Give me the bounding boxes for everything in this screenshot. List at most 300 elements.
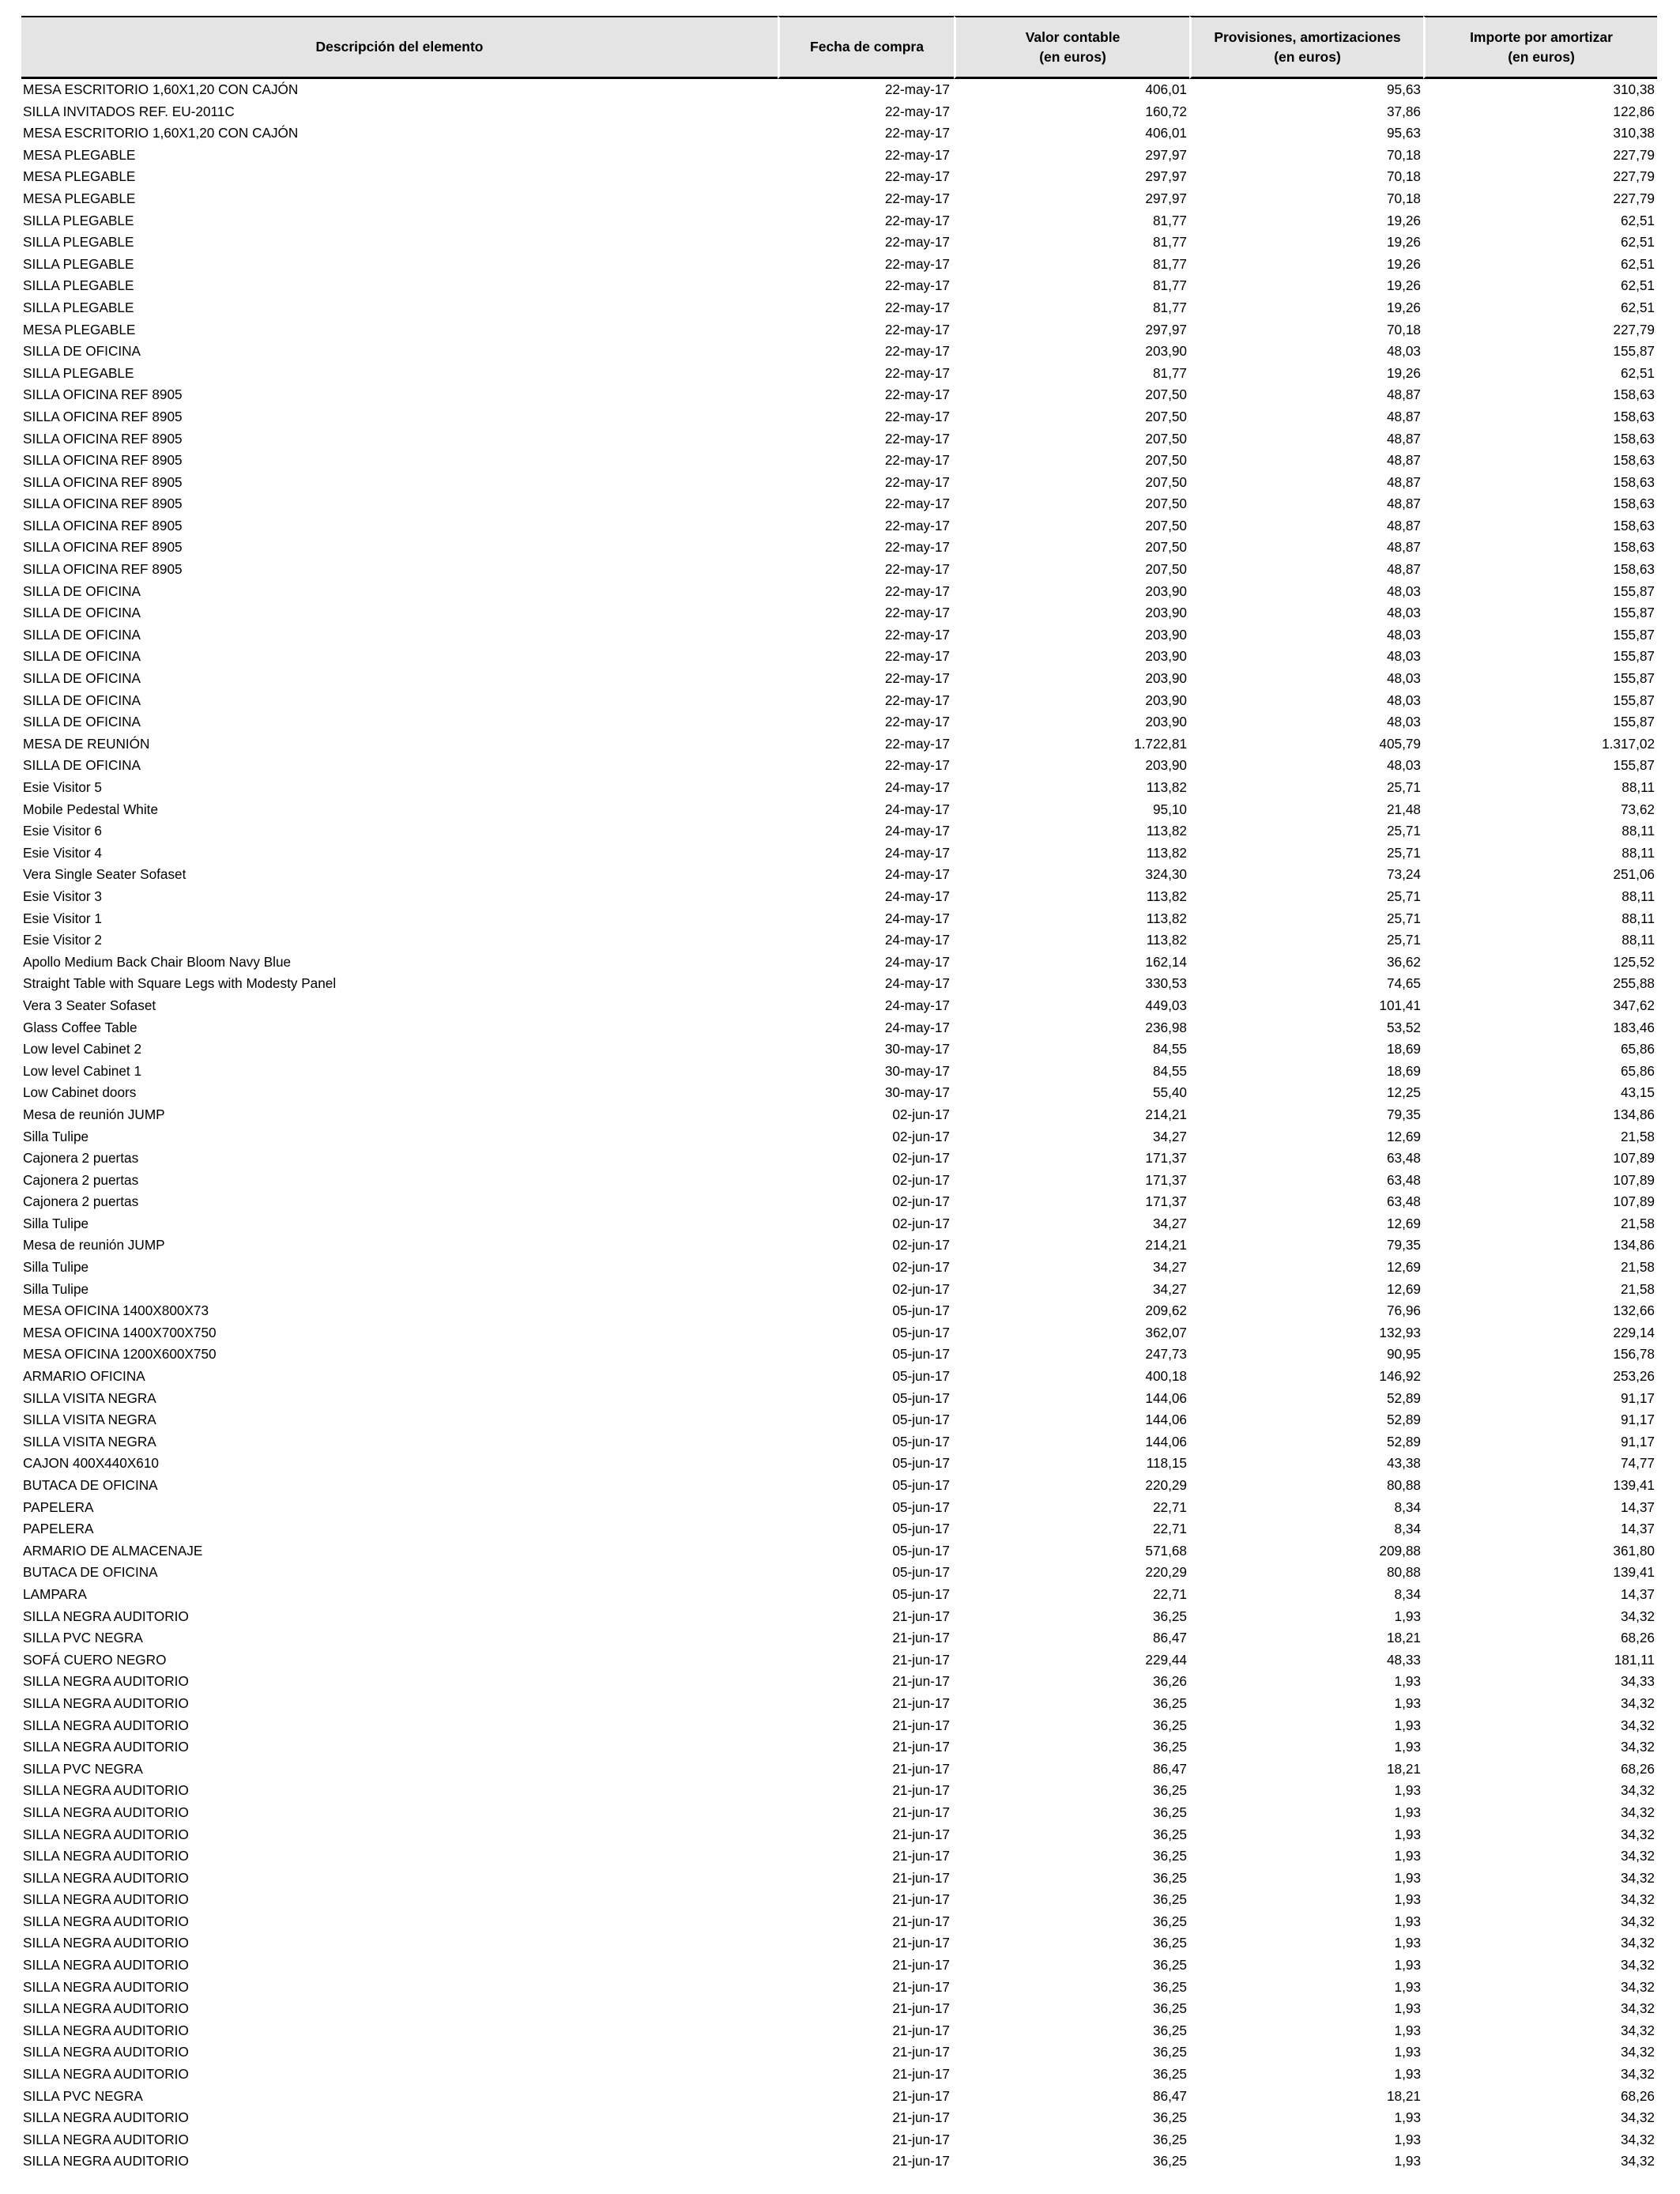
cell-amount-to-amortize: 88,11 [1622, 823, 1655, 839]
table-row [21, 1780, 1657, 1802]
cell-description: SILLA PVC NEGRA [23, 2087, 143, 2104]
cell-book-value: 209,62 [1145, 1302, 1187, 1319]
table-row [21, 232, 1657, 254]
cell-book-value: 220,29 [1145, 1477, 1187, 1493]
cell-provisions: 18,21 [1386, 1760, 1421, 1777]
table-row [21, 1170, 1657, 1192]
cell-purchase-date: 05-jun-17 [892, 1477, 950, 1493]
table-row [21, 1191, 1657, 1213]
cell-purchase-date: 22-may-17 [884, 670, 950, 687]
cell-description: CAJON 400X440X610 [23, 1455, 159, 1472]
cell-purchase-date: 05-jun-17 [892, 1542, 950, 1559]
cell-purchase-date: 24-may-17 [884, 801, 950, 817]
cell-purchase-date: 21-jun-17 [892, 1957, 950, 1973]
cell-amount-to-amortize: 74,77 [1620, 1455, 1655, 1472]
cell-purchase-date: 21-jun-17 [892, 1673, 950, 1690]
cell-description: SILLA VISITA NEGRA [23, 1433, 156, 1449]
cell-description: MESA OFICINA 1400X800X73 [23, 1302, 209, 1319]
cell-provisions: 74,65 [1386, 975, 1421, 992]
cell-book-value: 1.722,81 [1134, 735, 1187, 752]
cell-provisions: 48,03 [1386, 670, 1421, 687]
cell-provisions: 70,18 [1386, 168, 1421, 185]
cell-book-value: 406,01 [1145, 125, 1187, 141]
table-row [21, 450, 1657, 472]
table-row [21, 1998, 1657, 2020]
asset-table [21, 16, 1657, 2173]
cell-provisions: 1,93 [1394, 1673, 1421, 1690]
table-row [21, 2020, 1657, 2042]
cell-purchase-date: 22-may-17 [884, 626, 950, 643]
cell-amount-to-amortize: 14,37 [1620, 1521, 1655, 1537]
cell-provisions: 1,93 [1394, 1869, 1421, 1886]
cell-book-value: 36,25 [1152, 2022, 1187, 2038]
cell-book-value: 203,90 [1145, 670, 1187, 687]
cell-amount-to-amortize: 34,32 [1620, 1913, 1655, 1929]
table-row [21, 690, 1657, 712]
cell-amount-to-amortize: 139,41 [1613, 1477, 1655, 1493]
cell-book-value: 236,98 [1145, 1019, 1187, 1035]
cell-amount-to-amortize: 34,32 [1620, 1717, 1655, 1733]
cell-book-value: 297,97 [1145, 190, 1187, 206]
cell-purchase-date: 02-jun-17 [892, 1237, 950, 1253]
cell-provisions: 73,24 [1386, 866, 1421, 883]
cell-purchase-date: 22-may-17 [884, 582, 950, 599]
cell-purchase-date: 22-may-17 [884, 386, 950, 403]
cell-book-value: 55,40 [1152, 1084, 1187, 1101]
cell-purchase-date: 05-jun-17 [892, 1389, 950, 1406]
table-row [21, 1824, 1657, 1846]
cell-book-value: 113,82 [1146, 844, 1187, 861]
cell-description: SILLA INVITADOS REF. EU-2011C [23, 103, 235, 119]
table-row [21, 1366, 1657, 1388]
cell-provisions: 63,48 [1386, 1193, 1421, 1210]
table-row [21, 1562, 1657, 1584]
table-row [21, 581, 1657, 603]
cell-purchase-date: 22-may-17 [884, 212, 950, 228]
table-row [21, 1868, 1657, 1890]
cell-purchase-date: 24-may-17 [884, 932, 950, 948]
cell-book-value: 203,90 [1145, 605, 1187, 621]
table-row [21, 2129, 1657, 2151]
cell-amount-to-amortize: 158,63 [1613, 430, 1655, 447]
cell-provisions: 25,71 [1386, 888, 1421, 904]
cell-provisions: 19,26 [1386, 277, 1421, 294]
cell-description: SILLA OFICINA REF 8905 [23, 496, 183, 512]
cell-purchase-date: 22-may-17 [884, 255, 950, 272]
cell-book-value: 81,77 [1152, 364, 1187, 381]
cell-provisions: 48,87 [1386, 561, 1421, 578]
cell-amount-to-amortize: 183,46 [1613, 1019, 1655, 1035]
cell-book-value: 214,21 [1145, 1237, 1187, 1253]
cell-purchase-date: 22-may-17 [884, 408, 950, 424]
cell-description: PAPELERA [23, 1498, 94, 1515]
table-row [21, 188, 1657, 210]
cell-provisions: 25,71 [1386, 932, 1421, 948]
cell-book-value: 207,50 [1145, 561, 1187, 578]
cell-book-value: 160,72 [1145, 103, 1187, 119]
cell-provisions: 48,87 [1386, 430, 1421, 447]
cell-purchase-date: 24-may-17 [884, 975, 950, 992]
cell-amount-to-amortize: 21,58 [1620, 1215, 1655, 1231]
cell-book-value: 81,77 [1152, 212, 1187, 228]
cell-description: MESA PLEGABLE [23, 321, 136, 337]
cell-book-value: 22,71 [1152, 1521, 1187, 1537]
header-book-value: Valor contable (en euros) [954, 16, 1189, 79]
table-row [21, 646, 1657, 668]
cell-book-value: 247,73 [1145, 1346, 1187, 1363]
cell-provisions: 48,87 [1386, 408, 1421, 424]
table-row [21, 210, 1657, 232]
cell-purchase-date: 22-may-17 [884, 343, 950, 360]
table-row [21, 1759, 1657, 1781]
table-row [21, 428, 1657, 450]
cell-purchase-date: 05-jun-17 [892, 1521, 950, 1537]
cell-amount-to-amortize: 34,32 [1620, 1695, 1655, 1711]
cell-provisions: 12,69 [1386, 1259, 1421, 1276]
cell-purchase-date: 30-may-17 [884, 1062, 950, 1079]
cell-purchase-date: 21-jun-17 [892, 1717, 950, 1733]
cell-description: LAMPARA [23, 1585, 87, 1602]
cell-book-value: 203,90 [1145, 582, 1187, 599]
cell-book-value: 297,97 [1145, 146, 1187, 163]
cell-provisions: 1,93 [1394, 2066, 1421, 2083]
table-row [21, 275, 1657, 297]
cell-provisions: 1,93 [1394, 1891, 1421, 1908]
cell-purchase-date: 02-jun-17 [892, 1280, 950, 1297]
cell-purchase-date: 30-may-17 [884, 1041, 950, 1057]
cell-provisions: 405,79 [1379, 735, 1421, 752]
table-row [21, 1061, 1657, 1083]
table-row [21, 908, 1657, 930]
cell-description: SILLA NEGRA AUDITORIO [23, 2000, 189, 2017]
cell-provisions: 1,93 [1394, 2131, 1421, 2147]
table-row [21, 2151, 1657, 2173]
cell-provisions: 48,87 [1386, 496, 1421, 512]
cell-amount-to-amortize: 21,58 [1620, 1128, 1655, 1144]
cell-book-value: 81,77 [1152, 255, 1187, 272]
cell-description: SILLA PVC NEGRA [23, 1760, 143, 1777]
table-row [21, 123, 1657, 145]
cell-provisions: 1,93 [1394, 2044, 1421, 2060]
cell-description: SILLA NEGRA AUDITORIO [23, 1673, 189, 1690]
table-row [21, 1082, 1657, 1104]
cell-book-value: 113,82 [1146, 932, 1187, 948]
cell-provisions: 19,26 [1386, 299, 1421, 315]
cell-description: SILLA PLEGABLE [23, 277, 134, 294]
cell-amount-to-amortize: 158,63 [1613, 452, 1655, 469]
table-row [21, 1300, 1657, 1322]
table-row [21, 515, 1657, 537]
cell-description: SILLA NEGRA AUDITORIO [23, 1848, 189, 1864]
cell-description: SILLA PLEGABLE [23, 255, 134, 272]
cell-purchase-date: 02-jun-17 [892, 1106, 950, 1122]
table-row [21, 1715, 1657, 1737]
cell-amount-to-amortize: 34,32 [1620, 1739, 1655, 1755]
cell-purchase-date: 21-jun-17 [892, 2153, 950, 2169]
cell-description: MESA ESCRITORIO 1,60X1,20 CON CAJÓN [23, 125, 299, 141]
cell-purchase-date: 05-jun-17 [892, 1346, 950, 1363]
table-row [21, 2107, 1657, 2129]
cell-book-value: 207,50 [1145, 452, 1187, 469]
cell-book-value: 36,25 [1152, 2044, 1187, 2060]
table-row [21, 1802, 1657, 1824]
cell-purchase-date: 05-jun-17 [892, 1564, 950, 1581]
cell-description: Apollo Medium Back Chair Bloom Navy Blue [23, 953, 292, 970]
cell-amount-to-amortize: 181,11 [1614, 1651, 1655, 1668]
table-row [21, 1540, 1657, 1563]
cell-amount-to-amortize: 158,63 [1613, 561, 1655, 578]
cell-purchase-date: 21-jun-17 [892, 2022, 950, 2038]
cell-provisions: 95,63 [1386, 125, 1421, 141]
cell-provisions: 48,87 [1386, 517, 1421, 533]
cell-amount-to-amortize: 155,87 [1613, 605, 1655, 621]
cell-book-value: 113,82 [1146, 779, 1187, 795]
cell-purchase-date: 02-jun-17 [892, 1215, 950, 1231]
cell-description: SILLA NEGRA AUDITORIO [23, 1935, 189, 1951]
cell-amount-to-amortize: 34,32 [1620, 2066, 1655, 2083]
cell-amount-to-amortize: 65,86 [1620, 1041, 1655, 1057]
cell-book-value: 144,06 [1145, 1433, 1187, 1449]
cell-book-value: 118,15 [1146, 1455, 1187, 1472]
cell-purchase-date: 21-jun-17 [892, 1739, 950, 1755]
cell-provisions: 18,21 [1386, 1630, 1421, 1646]
cell-provisions: 1,93 [1394, 1826, 1421, 1842]
cell-book-value: 22,71 [1152, 1498, 1187, 1515]
cell-book-value: 207,50 [1145, 539, 1187, 556]
table-row [21, 1606, 1657, 1628]
cell-description: Silla Tulipe [23, 1259, 89, 1276]
cell-book-value: 207,50 [1145, 517, 1187, 533]
table-row [21, 952, 1657, 974]
table-row [21, 1497, 1657, 1519]
cell-description: Esie Visitor 3 [23, 888, 102, 904]
table-row [21, 843, 1657, 865]
cell-description: SILLA NEGRA AUDITORIO [23, 2131, 189, 2147]
table-row [21, 929, 1657, 952]
cell-purchase-date: 21-jun-17 [892, 2109, 950, 2126]
cell-amount-to-amortize: 158,63 [1613, 517, 1655, 533]
cell-provisions: 8,34 [1394, 1585, 1421, 1602]
cell-description: Low level Cabinet 1 [23, 1062, 142, 1079]
table-row [21, 384, 1657, 406]
table-body [21, 79, 1657, 2173]
cell-amount-to-amortize: 34,32 [1620, 2022, 1655, 2038]
cell-purchase-date: 05-jun-17 [892, 1412, 950, 1428]
cell-description: MESA ESCRITORIO 1,60X1,20 CON CAJÓN [23, 81, 299, 97]
cell-book-value: 203,90 [1145, 648, 1187, 665]
table-row [21, 406, 1657, 428]
cell-amount-to-amortize: 107,89 [1613, 1150, 1655, 1167]
cell-description: SILLA NEGRA AUDITORIO [23, 2109, 189, 2126]
cell-description: SILLA NEGRA AUDITORIO [23, 1826, 189, 1842]
table-row [21, 668, 1657, 690]
cell-description: Cajonera 2 puertas [23, 1193, 139, 1210]
cell-book-value: 36,25 [1152, 2153, 1187, 2169]
cell-description: SILLA VISITA NEGRA [23, 1412, 156, 1428]
table-row [21, 864, 1657, 886]
cell-description: MESA PLEGABLE [23, 146, 136, 163]
cell-amount-to-amortize: 155,87 [1613, 714, 1655, 730]
cell-amount-to-amortize: 227,79 [1613, 146, 1655, 163]
cell-provisions: 1,93 [1394, 1935, 1421, 1951]
cell-provisions: 48,87 [1386, 386, 1421, 403]
table-row [21, 341, 1657, 363]
cell-description: Mesa de reunión JUMP [23, 1106, 165, 1122]
cell-amount-to-amortize: 34,32 [1620, 2153, 1655, 2169]
cell-book-value: 36,25 [1152, 1935, 1187, 1951]
cell-amount-to-amortize: 158,63 [1613, 539, 1655, 556]
cell-description: Straight Table with Square Legs with Modesty Panel [23, 975, 337, 992]
cell-purchase-date: 05-jun-17 [892, 1433, 950, 1449]
table-row [21, 2086, 1657, 2108]
cell-purchase-date: 22-may-17 [884, 125, 950, 141]
cell-purchase-date: 21-jun-17 [892, 1651, 950, 1668]
table-row [21, 1257, 1657, 1279]
cell-provisions: 25,71 [1386, 779, 1421, 795]
cell-provisions: 1,93 [1394, 1978, 1421, 1995]
cell-description: SILLA OFICINA REF 8905 [23, 452, 183, 469]
cell-book-value: 36,25 [1152, 1739, 1187, 1755]
cell-description: SILLA NEGRA AUDITORIO [23, 1891, 189, 1908]
cell-book-value: 203,90 [1145, 692, 1187, 708]
cell-amount-to-amortize: 347,62 [1613, 997, 1655, 1013]
cell-description: SILLA PLEGABLE [23, 299, 134, 315]
cell-amount-to-amortize: 21,58 [1620, 1259, 1655, 1276]
cell-book-value: 171,37 [1145, 1171, 1187, 1188]
cell-provisions: 43,38 [1386, 1455, 1421, 1472]
cell-book-value: 86,47 [1152, 1630, 1187, 1646]
cell-provisions: 12,69 [1386, 1215, 1421, 1231]
cell-amount-to-amortize: 158,63 [1613, 386, 1655, 403]
table-row [21, 1104, 1657, 1126]
cell-provisions: 76,96 [1386, 1302, 1421, 1319]
cell-provisions: 25,71 [1386, 844, 1421, 861]
cell-description: SILLA NEGRA AUDITORIO [23, 2066, 189, 2083]
cell-amount-to-amortize: 88,11 [1622, 779, 1655, 795]
cell-book-value: 36,25 [1152, 1957, 1187, 1973]
cell-amount-to-amortize: 155,87 [1613, 670, 1655, 687]
cell-provisions: 70,18 [1386, 190, 1421, 206]
cell-provisions: 132,93 [1379, 1324, 1421, 1340]
cell-purchase-date: 21-jun-17 [892, 1760, 950, 1777]
cell-amount-to-amortize: 34,32 [1620, 2044, 1655, 2060]
cell-amount-to-amortize: 155,87 [1613, 757, 1655, 774]
table-row [21, 820, 1657, 843]
cell-purchase-date: 05-jun-17 [892, 1455, 950, 1472]
cell-purchase-date: 21-jun-17 [892, 1913, 950, 1929]
cell-description: SILLA DE OFICINA [23, 757, 141, 774]
cell-amount-to-amortize: 14,37 [1620, 1498, 1655, 1515]
cell-purchase-date: 24-may-17 [884, 997, 950, 1013]
cell-provisions: 146,92 [1379, 1368, 1421, 1385]
cell-description: SOFÁ CUERO NEGRO [23, 1651, 167, 1668]
cell-purchase-date: 22-may-17 [884, 277, 950, 294]
cell-provisions: 48,87 [1386, 539, 1421, 556]
table-row [21, 1736, 1657, 1759]
cell-book-value: 34,27 [1152, 1215, 1187, 1231]
cell-description: SILLA NEGRA AUDITORIO [23, 1913, 189, 1929]
cell-description: SILLA VISITA NEGRA [23, 1389, 156, 1406]
cell-provisions: 8,34 [1394, 1498, 1421, 1515]
cell-book-value: 449,03 [1145, 997, 1187, 1013]
cell-description: SILLA NEGRA AUDITORIO [23, 1869, 189, 1886]
cell-description: SILLA NEGRA AUDITORIO [23, 1608, 189, 1624]
cell-amount-to-amortize: 14,37 [1620, 1585, 1655, 1602]
cell-provisions: 95,63 [1386, 81, 1421, 97]
cell-provisions: 79,35 [1386, 1237, 1421, 1253]
cell-purchase-date: 22-may-17 [884, 757, 950, 774]
cell-purchase-date: 05-jun-17 [892, 1324, 950, 1340]
cell-amount-to-amortize: 62,51 [1620, 212, 1655, 228]
cell-purchase-date: 22-may-17 [884, 364, 950, 381]
cell-description: SILLA NEGRA AUDITORIO [23, 1739, 189, 1755]
cell-amount-to-amortize: 34,32 [1620, 1804, 1655, 1820]
cell-purchase-date: 21-jun-17 [892, 2131, 950, 2147]
cell-amount-to-amortize: 125,52 [1613, 953, 1655, 970]
table-row [21, 254, 1657, 276]
cell-purchase-date: 22-may-17 [884, 190, 950, 206]
cell-provisions: 63,48 [1386, 1171, 1421, 1188]
cell-book-value: 203,90 [1145, 757, 1187, 774]
cell-provisions: 1,93 [1394, 1913, 1421, 1929]
cell-book-value: 84,55 [1152, 1062, 1187, 1079]
cell-purchase-date: 21-jun-17 [892, 1804, 950, 1820]
cell-provisions: 48,03 [1386, 714, 1421, 730]
cell-provisions: 25,71 [1386, 910, 1421, 926]
cell-description: SILLA NEGRA AUDITORIO [23, 1804, 189, 1820]
cell-provisions: 18,69 [1386, 1041, 1421, 1057]
table-row [21, 297, 1657, 319]
table-row [21, 1388, 1657, 1410]
cell-provisions: 1,93 [1394, 1804, 1421, 1820]
cell-amount-to-amortize: 227,79 [1613, 321, 1655, 337]
cell-description: Cajonera 2 puertas [23, 1150, 139, 1167]
cell-book-value: 406,01 [1145, 81, 1187, 97]
cell-purchase-date: 30-may-17 [884, 1084, 950, 1101]
table-row [21, 1932, 1657, 1955]
cell-purchase-date: 21-jun-17 [892, 1630, 950, 1646]
table-row [21, 995, 1657, 1017]
cell-purchase-date: 05-jun-17 [892, 1585, 950, 1602]
cell-amount-to-amortize: 107,89 [1613, 1171, 1655, 1188]
cell-amount-to-amortize: 310,38 [1613, 125, 1655, 141]
cell-provisions: 1,93 [1394, 1782, 1421, 1799]
cell-amount-to-amortize: 65,86 [1620, 1062, 1655, 1079]
table-row [21, 1409, 1657, 1431]
cell-amount-to-amortize: 91,17 [1620, 1412, 1655, 1428]
cell-purchase-date: 22-may-17 [884, 496, 950, 512]
cell-amount-to-amortize: 34,33 [1620, 1673, 1655, 1690]
cell-amount-to-amortize: 62,51 [1620, 364, 1655, 381]
cell-description: Esie Visitor 1 [23, 910, 102, 926]
cell-purchase-date: 21-jun-17 [892, 1978, 950, 1995]
cell-book-value: 571,68 [1145, 1542, 1187, 1559]
cell-description: SILLA DE OFICINA [23, 343, 141, 360]
table-row [21, 624, 1657, 647]
cell-book-value: 95,10 [1152, 801, 1187, 817]
cell-amount-to-amortize: 43,15 [1620, 1084, 1655, 1101]
cell-book-value: 171,37 [1145, 1150, 1187, 1167]
cell-book-value: 203,90 [1145, 343, 1187, 360]
table-row [21, 1126, 1657, 1148]
table-row [21, 1453, 1657, 1475]
cell-description: SILLA PLEGABLE [23, 234, 134, 251]
cell-description: SILLA DE OFICINA [23, 714, 141, 730]
cell-purchase-date: 05-jun-17 [892, 1302, 950, 1319]
table-row [21, 1627, 1657, 1649]
cell-book-value: 297,97 [1145, 168, 1187, 185]
cell-purchase-date: 21-jun-17 [892, 1782, 950, 1799]
